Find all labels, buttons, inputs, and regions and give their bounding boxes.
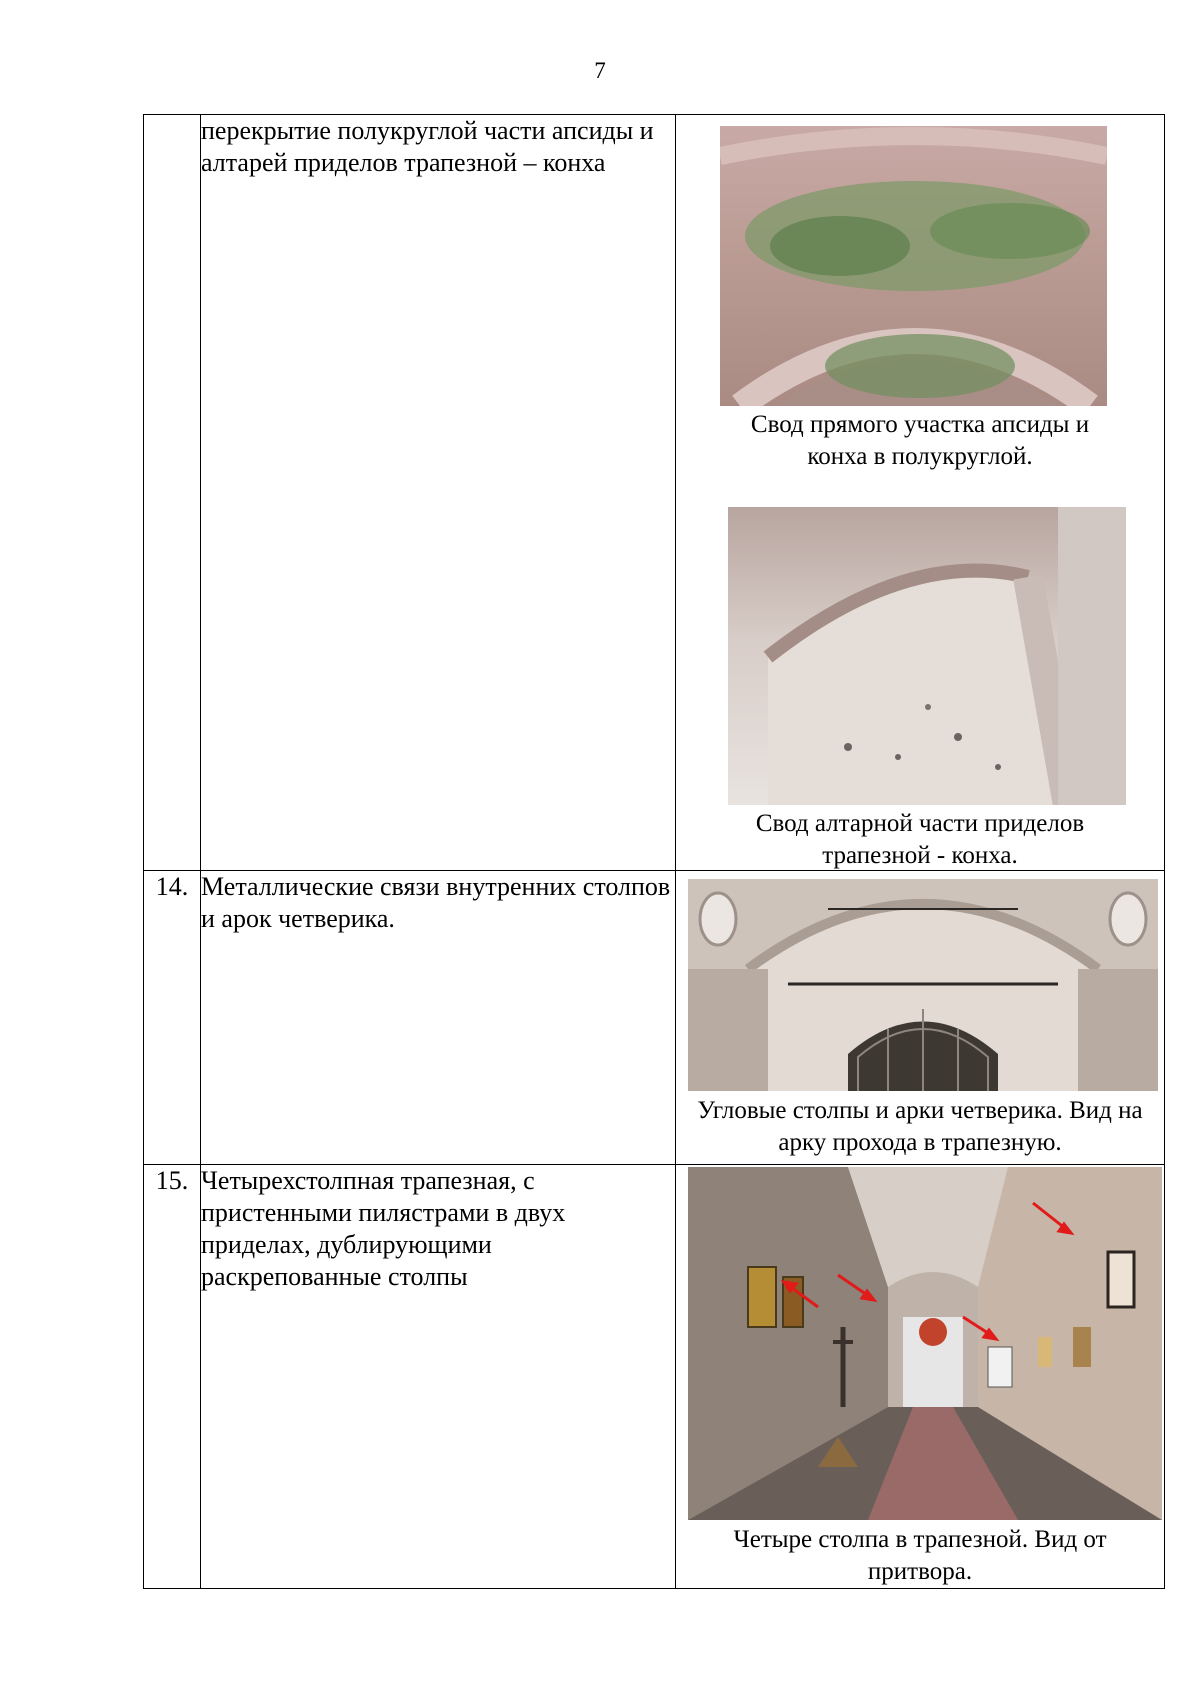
figure-caption: Свод алтарной части приделов трапезной - конха. <box>755 810 1085 869</box>
conch-photo <box>728 507 1126 805</box>
arches-photo <box>688 879 1158 1091</box>
row-figures <box>676 1165 1165 1589</box>
row-number: 14. <box>144 871 201 1165</box>
row-description: Четырехстолпная трапезная, с пристенными пилястрами в двух приделах, дублирующими раскрепованные столпы <box>201 1165 676 1589</box>
figure-caption: Четыре столпа в трапезной. Вид от притвора. <box>733 1526 1107 1585</box>
table-row <box>144 871 1165 1165</box>
row-number <box>144 115 201 871</box>
row-description: перекрытие полукруглой части апсиды и алтарей приделов трапезной – конха <box>201 115 676 871</box>
row-description: Металлические связи внутренних столпов и арок четверика. <box>201 871 676 1165</box>
page-number: 7 <box>594 58 606 83</box>
vault-photo <box>720 126 1107 406</box>
row-figures <box>676 115 1165 871</box>
row-figures <box>676 871 1165 1165</box>
row-number: 15. <box>144 1165 201 1589</box>
inspection-table <box>143 114 1165 1589</box>
refectory-photo <box>688 1167 1162 1520</box>
figure-caption: Угловые столпы и арки четверика. Вид на арку прохода в трапезную. <box>697 1097 1143 1156</box>
table-row <box>144 115 1165 871</box>
table-row <box>144 1165 1165 1589</box>
figure-caption: Свод прямого участка апсиды и конха в полукруглой. <box>750 411 1090 470</box>
